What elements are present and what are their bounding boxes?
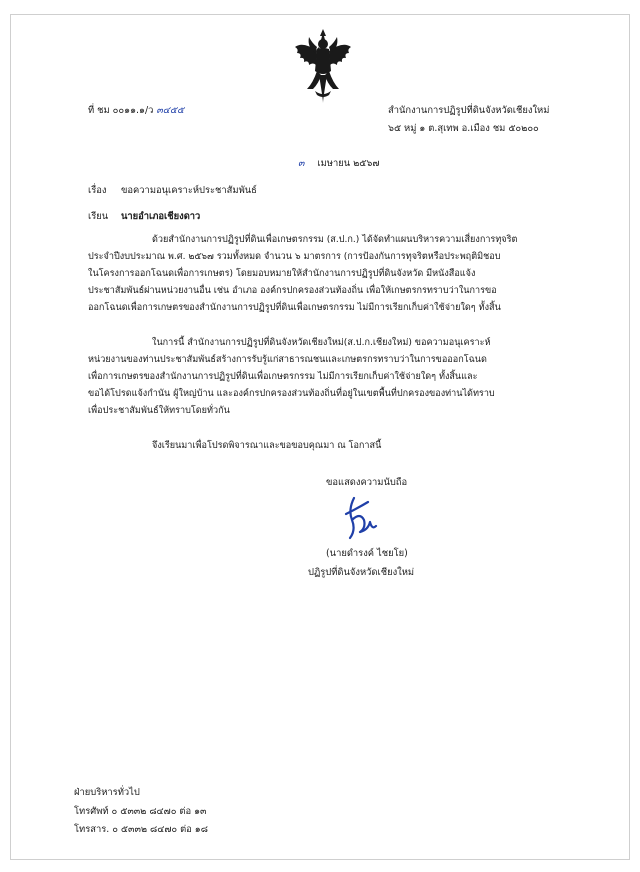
paragraph-line: ประจำปีงบประมาณ พ.ศ. ๒๕๖๗ รวมทั้งหมด จำนวน ๖ มาตรการ (การป้องกันการทุจริตหรือประพฤติมิชอบ: [88, 252, 501, 262]
paragraph-2: [88, 335, 588, 420]
date-day-handwritten: ๓: [298, 158, 305, 169]
reference-number: [88, 104, 184, 117]
paragraph-line: ในโครงการออกโฉนดเพื่อการเกษตร) โดยมอบหมายให้สำนักงานการปฏิรูปที่ดินจังหวัด มีหนังสือแจ้ง: [88, 269, 476, 279]
date-month-year: เมษายน ๒๕๖๗: [317, 158, 380, 169]
paragraph-line: ขอได้โปรดแจ้งกำนัน ผู้ใหญ่บ้าน และองค์กรปกครองส่วนท้องถิ่นที่อยู่ในเขตพื้นที่ปกครองของท่านได้ทราบ: [88, 389, 495, 399]
sender-agency: สำนักงานการปฏิรูปที่ดินจังหวัดเชียงใหม่: [388, 105, 550, 116]
paragraph-line: เพื่อประชาสัมพันธ์ให้ทราบโดยทั่วกัน: [88, 406, 230, 416]
closing-salutation: ขอแสดงความนับถือ: [326, 477, 408, 488]
letter-date: [298, 157, 379, 170]
addressee-label: เรียน: [88, 211, 109, 222]
paragraph-line: ด้วยสำนักงานการปฏิรูปที่ดินเพื่อเกษตรกรรม (ส.ป.ก.) ได้จัดทำแผนบริหารความเสี่ยงการทุจริต: [152, 235, 518, 245]
addressee-line: [88, 210, 200, 223]
sender-address: ๖๕ หมู่ ๑ ต.สุเทพ อ.เมือง ชม ๕๐๒๐๐: [388, 123, 539, 134]
paragraph-line: ประชาสัมพันธ์ผ่านหน่วยงานอื่น เช่น อำเภอ องค์กรปกครองส่วนท้องถิ่น เพื่อให้เกษตรกรทราบว่าในการขอ: [88, 286, 497, 296]
paragraph-line: ออกโฉนดเพื่อการเกษตรของสำนักงานการปฏิรูปที่ดินเพื่อเกษตรกรรม ไม่มีการเรียกเก็บค่าใช้จ่ายใดๆ ทั้งสิ้น: [88, 303, 501, 313]
subject-text: ขอความอนุเคราะห์ประชาสัมพันธ์: [120, 185, 257, 196]
footer-phone: โทรศัพท์ ๐ ๕๓๓๒ ๘๔๗๐ ต่อ ๑๓: [74, 806, 207, 817]
reference-prefix: ที่ ชม ๐๐๑๑.๑/ว: [88, 105, 154, 116]
footer-fax: โทรสาร. ๐ ๕๓๓๒ ๘๔๗๐ ต่อ ๑๘: [74, 824, 208, 835]
subject-line: [88, 184, 257, 197]
letter-page: [10, 14, 630, 860]
paragraph-line: หน่วยงานของท่านประชาสัมพันธ์สร้างการรับรู้แก่สาธารณชนและเกษตรกรทราบว่าในการขอออกโฉนด: [88, 355, 487, 365]
signer-position: ปฏิรูปที่ดินจังหวัดเชียงใหม่: [308, 567, 415, 578]
footer-department: ฝ่ายบริหารทั่วไป: [74, 787, 140, 798]
paragraph-line: จึงเรียนมาเพื่อโปรดพิจารณาและขอขอบคุณมา ณ โอกาสนี้: [152, 441, 382, 451]
paragraph-1: [88, 232, 588, 317]
garuda-emblem-icon: [293, 27, 353, 105]
reference-handwritten-number: ๓๔๕๕: [156, 105, 185, 116]
paragraph-line: ในการนี้ สำนักงานการปฏิรูปที่ดินจังหวัดเชียงใหม่(ส.ป.ก.เชียงใหม่) ขอความอนุเคราะห์: [152, 338, 491, 348]
subject-label: เรื่อง: [88, 185, 107, 196]
addressee-text: นายอำเภอเชียงดาว: [120, 211, 201, 222]
paragraph-3: [88, 438, 588, 455]
signature-icon: [338, 494, 382, 544]
paragraph-line: เพื่อการเกษตรของสำนักงานการปฏิรูปที่ดินเพื่อเกษตรกรรม ไม่มีการเรียกเก็บค่าใช้จ่ายใดๆ ทั้งสิ้นและ: [88, 372, 478, 382]
signer-name: (นายดำรงค์ ไชยโย): [326, 548, 408, 559]
